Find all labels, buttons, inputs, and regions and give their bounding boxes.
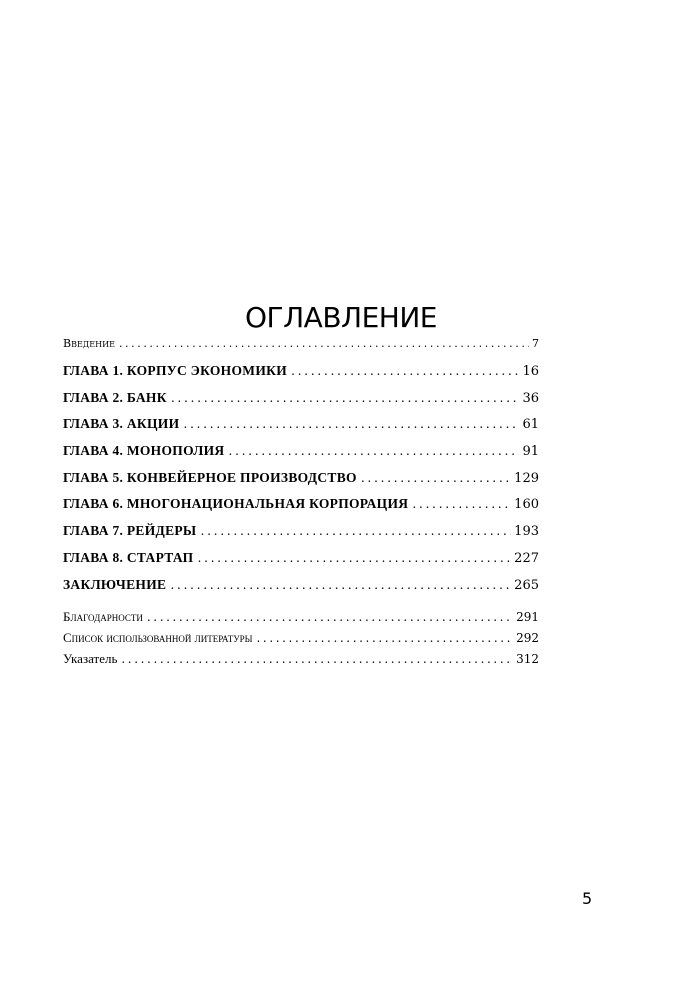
toc-entry-chapter-4[interactable] [63,443,539,462]
dot-leader [121,652,513,666]
dot-leader [171,390,520,405]
toc-entry-bibliography[interactable] [63,630,539,649]
page-title: ОГЛАВЛЕНИЕ [245,300,437,334]
toc-entry-title: Благодарности [63,609,143,625]
dot-leader [119,337,529,350]
toc-entry-page: 16 [522,364,539,379]
toc-entry-title: ГЛАВА 6. МНОГОНАЦИОНАЛЬНАЯ КОРПОРАЦИЯ [63,496,409,512]
toc-entry-acknowledgements[interactable] [63,609,539,628]
dot-leader [183,416,519,431]
toc-entry-page: 291 [516,610,539,625]
dot-leader [361,470,511,485]
toc-entry-page: 160 [514,497,539,513]
toc-entry-page: 36 [522,390,539,406]
dot-leader [147,610,513,624]
toc-entry-introduction[interactable] [63,337,539,356]
toc-entry-title: ГЛАВА 7. РЕЙДЕРЫ [63,523,197,539]
toc-entry-page: 193 [514,524,539,540]
toc-entry-chapter-7[interactable] [63,523,539,542]
toc-entry-page: 312 [516,652,539,667]
toc-entry-title: ГЛАВА 2. БАНК [63,389,167,405]
dot-leader [412,496,511,511]
toc-entry-index[interactable] [63,651,539,670]
toc-entry-chapter-1[interactable] [63,363,539,382]
toc-entry-chapter-2[interactable] [63,390,539,409]
dot-leader [197,550,511,565]
toc-entry-chapter-5[interactable] [63,470,539,489]
dot-leader [201,523,512,538]
toc-entry-page: 292 [516,631,539,646]
toc-entry-page: 227 [514,550,539,566]
toc-entry-title: Указатель [63,651,118,667]
toc-entry-title: ГЛАВА 1. КОРПУС ЭКОНОМИКИ [63,363,288,378]
toc-entry-chapter-6[interactable] [63,496,539,515]
toc-entry-chapter-3[interactable] [63,416,539,435]
dot-leader [170,577,511,592]
toc-entry-page: 265 [514,577,539,593]
toc-entry-title: ГЛАВА 8. СТАРТАП [63,549,194,565]
toc-entry-page: 61 [522,417,539,433]
toc-entry-title: ГЛАВА 3. АКЦИИ [63,416,180,432]
toc-entry-chapter-8[interactable] [63,550,539,569]
toc-entry-conclusion[interactable] [63,577,539,596]
table-of-contents [63,337,539,672]
toc-entry-page: 91 [522,444,539,460]
toc-entry-page: 129 [514,470,539,486]
toc-entry-title: Список использованной литературы [63,630,253,646]
dot-leader [256,631,513,645]
toc-entry-title: ГЛАВА 4. МОНОПОЛИЯ [63,443,225,459]
toc-entry-page: 7 [532,337,539,350]
page-number: 5 [582,889,593,908]
toc-entry-title: Введение [63,337,115,350]
toc-entry-title: ЗАКЛЮЧЕНИЕ [63,576,167,592]
toc-entry-title: ГЛАВА 5. КОНВЕЙЕРНОЕ ПРОИЗВОДСТВО [63,469,357,485]
dot-leader [291,363,519,378]
dot-leader [228,443,519,458]
